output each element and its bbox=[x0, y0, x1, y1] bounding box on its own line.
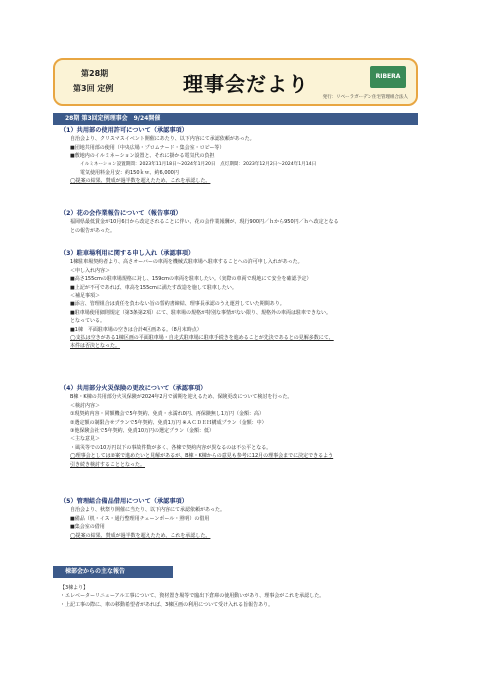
section-4-heading: （4）共用部分火災保険の更改について（承認事項） bbox=[60, 385, 207, 392]
section-3-result: 本件は否決となった。 bbox=[70, 343, 121, 350]
section-3-line: となっている。 bbox=[70, 318, 106, 325]
section-5-heading: （5）管理組合備品借用について（承認事項） bbox=[60, 498, 188, 505]
section-4-line: ＜検討内容＞ bbox=[70, 402, 101, 409]
meeting-bar: 28期 第3回定例理事会 9/24開催 bbox=[53, 113, 418, 125]
section-4 bbox=[60, 385, 420, 469]
building-report-bar: 棟部会からの主な報告 bbox=[53, 566, 173, 578]
section-5 bbox=[60, 498, 420, 540]
section-1-line: ■団地共用部の使用（中央広場・プロムナード・集会室・ロビー等） bbox=[70, 144, 225, 151]
meeting-label: 第3回 定例 bbox=[73, 84, 114, 93]
section-2-line: との報告があった。 bbox=[70, 227, 115, 234]
issue-number: 第28期 bbox=[81, 69, 109, 78]
section-4-result: 引き続き検討することとなった。 bbox=[70, 461, 146, 468]
section-4-line: B棟・K棟の共用部分火災保険が2024年2月で満期を迎えるため、保険更改について検討を行った。 bbox=[70, 394, 293, 401]
ribera-logo-icon: RIBERA bbox=[370, 66, 406, 88]
section-1 bbox=[60, 127, 420, 186]
section-3-heading: （3）駐車場利用に関する申し入れ（承認事項） bbox=[60, 250, 195, 257]
section-5-line: ■備品（机・イス・通行整理用チェーンポール・照明）の借用 bbox=[70, 515, 210, 522]
section-3-result: ◯支払は空きがある1棟区画の平面駐車場・自走式駐車場に駐車手続きを進めることが先決であるとの見解多数にて、 bbox=[70, 335, 334, 342]
section-3-line: 1棟駐車場契約者より、高さオーバーの車両を機械式駐車場へ駐車することへの許可申し入れがあった。 bbox=[70, 259, 303, 266]
section-5-line: 自治会より、秋祭り開催に当たり、以下内容にて承認依頼があった。 bbox=[70, 507, 225, 514]
section-1-line: ■敷地内のイルミネーション設置と、それに掛かる電気代の負担 bbox=[70, 153, 215, 160]
section-4-line: ②選定額の制限合せプランで5年契約、免責1万円 ※ＡＣＤＥＨ構成プラン（金額：中） bbox=[70, 419, 267, 426]
section-4-line: ③他保険会社で5年契約、免責10万円の選定プラン（金額：低） bbox=[70, 428, 215, 435]
section-5-line: ■集会室の借用 bbox=[70, 524, 105, 531]
section-4-line: ・風災等での10万円以下の事故件数が多く、各棟で契約内容が異なるのは不公平となる。 bbox=[70, 444, 272, 451]
section-6-line: 【3棟より】 bbox=[60, 585, 89, 591]
section-2-heading: （2）花の会作業報告について（報告事項） bbox=[60, 210, 182, 217]
section-6 bbox=[60, 584, 420, 609]
section-1-line: 自治会より、クリスマスイベント開催にあたり、以下内容にて承認依頼があった。 bbox=[70, 136, 255, 143]
section-3-line: ■1棟 平面駐車場の空きは合計4区画ある。（8月末時点） bbox=[70, 326, 202, 333]
section-1-line: イルミネーション設置期間：2023年11月18日〜2024年1月20日 点灯期間：2023年12月2日〜2024年1月14日 bbox=[80, 161, 317, 167]
newsletter-title: 理事会だより bbox=[183, 72, 309, 96]
section-2-line: 福岡県最低賃金が10月6日から改定されることに伴い、花の会作業報酬が、現行900円／ｈから950円／ｈへ改定となる bbox=[70, 219, 339, 226]
section-1-result: ◯提案の結果、賛成が過半数を超えたため、これを承認した。 bbox=[70, 178, 211, 185]
section-2 bbox=[60, 210, 420, 235]
publisher: 発行：リベーラガーデン住宅管理組合法人 bbox=[322, 95, 408, 100]
section-5-result: ◯提案の結果、賛成が過半数を超えたため、これを承認した。 bbox=[70, 532, 211, 539]
section-4-line: ＜主な意見＞ bbox=[70, 436, 101, 443]
section-1-heading: （1）共用部の使用許可について（承認事項） bbox=[60, 127, 188, 134]
section-4-result: ◯理事会としては②案で進めたいと見解があるが、B棟・K棟からの意見も参考に12月の理事会までに決定できるよう bbox=[70, 453, 334, 460]
section-3-line: ■添言、管理組合は責任を負わない旨の誓約書締結、理事長承認のうえ運営していた期間あり。 bbox=[70, 301, 285, 308]
section-6-line: ・エレベーターリニューアル工事について、資材置き場等で臨出下倉庫の使用動いがあり、理事会がこれを承認した。 bbox=[60, 593, 325, 600]
newsletter-header bbox=[53, 58, 418, 106]
section-1-line: 電気使用料金月安：約150ｋｗ、約6,000円 bbox=[80, 170, 179, 177]
section-6-line: ・上記工事の際に、車の移動希望者があれば、3棟区画の利用について受け入れる旨報告あり。 bbox=[60, 601, 274, 608]
section-3-line: ■高さ155cmの駐車場規格に対し、159cmの車両を駐車したい。（実際の車両で現地にて安全を確認予定） bbox=[70, 276, 312, 283]
section-4-line: ①現契約内容・同額機会で5年契約、免責・水濡れ0円、再保険無し1万円（金額：高） bbox=[70, 411, 265, 418]
section-3-line: ＜申し入れ内容＞ bbox=[70, 267, 111, 274]
section-3-line: ■上記が不可であれば、車高を155cmに満たす改造を施して駐車したい。 bbox=[70, 284, 237, 291]
section-3-line: ■駐車場使用細則規定（第3条第2項）にて、駐車場の規格が特別な事情がない限り、規格外の車両は駐車できない。 bbox=[70, 309, 331, 316]
section-3-line: ＜補足事項＞ bbox=[70, 293, 101, 300]
section-3 bbox=[60, 250, 420, 351]
